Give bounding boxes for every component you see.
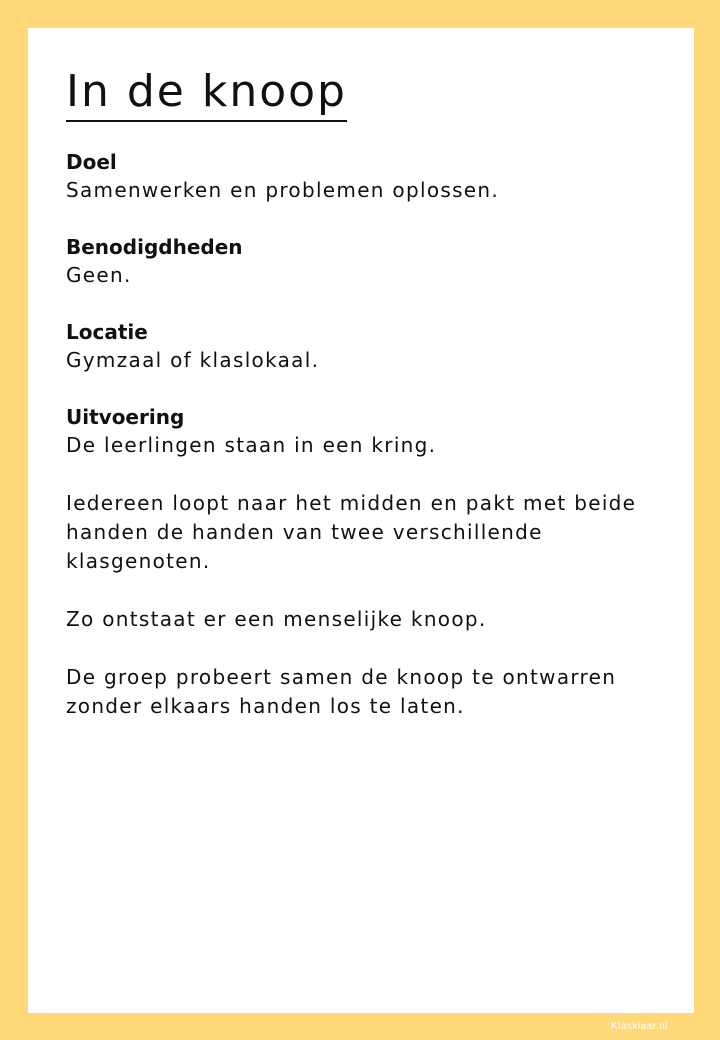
section-heading: Locatie (66, 320, 148, 344)
instruction-paragraph: Iedereen loopt naar het midden en pakt met beide handen de handen van twee verschillende klasgenoten. (66, 491, 637, 573)
instruction-paragraph: De groep probeert samen de knoop te ontwarren zonder elkaars handen los te laten. (66, 665, 617, 718)
section-locatie (66, 318, 656, 375)
section-body: Geen. (66, 263, 132, 287)
section-heading: Benodigdheden (66, 235, 243, 259)
section-doel (66, 148, 656, 205)
page-title: In de knoop (66, 64, 347, 122)
section-heading: Uitvoering (66, 405, 185, 429)
section-heading: Doel (66, 150, 117, 174)
footer-brand: Klasklaar.nl (610, 1021, 668, 1032)
activity-card (28, 28, 694, 1013)
instruction-paragraph: De leerlingen staan in een kring. (66, 433, 437, 457)
section-body: Gymzaal of klaslokaal. (66, 348, 320, 372)
instruction-paragraph: Zo ontstaat er een menselijke knoop. (66, 607, 487, 631)
section-benodigdheden (66, 233, 656, 290)
section-body: Samenwerken en problemen oplossen. (66, 178, 500, 202)
section-uitvoering (66, 403, 656, 721)
